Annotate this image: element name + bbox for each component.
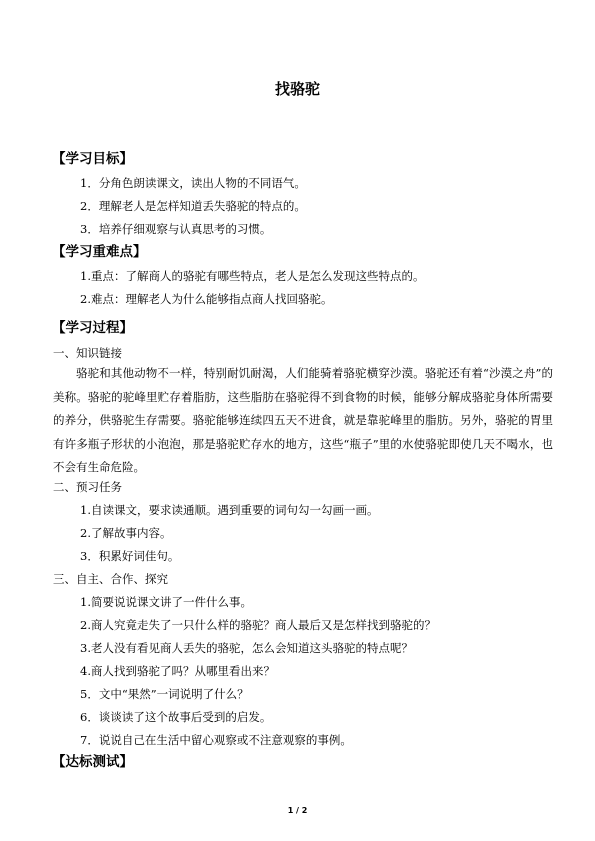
preview-task-item: 3．积累好词佳句。 bbox=[80, 549, 180, 563]
goal-item: 3．培养仔细观察与认真思考的习惯。 bbox=[80, 222, 272, 236]
page-title: 找骆驼 bbox=[274, 80, 320, 98]
section-heading-test: 【达标测试】 bbox=[52, 754, 133, 770]
inquiry-item: 3.老人没有看见商人丢失的骆驼，怎么会知道这头骆驼的特点呢？ bbox=[80, 641, 413, 655]
page-number: 1 / 2 bbox=[287, 806, 308, 815]
inquiry-item: 5．文中“果然”一词说明了什么？ bbox=[80, 687, 249, 701]
key-point-item: 2.难点：理解老人为什么能够指点商人找回骆驼。 bbox=[80, 292, 333, 306]
process-part1-label: 一、知识链接 bbox=[53, 346, 122, 360]
goal-item: 2．理解老人是怎样知道丢失骆驼的特点的。 bbox=[80, 199, 306, 213]
process-part2-label: 二、预习任务 bbox=[53, 480, 122, 494]
preview-task-item: 2.了解故事内容。 bbox=[80, 526, 172, 540]
inquiry-item: 6．谈谈读了这个故事后受到的启发。 bbox=[80, 710, 272, 724]
preview-task-item: 1.自读课文，要求读通顺。遇到重要的词句勾一勾画一画。 bbox=[80, 503, 379, 517]
inquiry-item: 2.商人究竟走失了一只什么样的骆驼？商人最后又是怎样找到骆驼的？ bbox=[80, 618, 436, 632]
section-heading-goals: 【学习目标】 bbox=[52, 151, 133, 167]
knowledge-paragraph: 骆驼和其他动物不一样，特别耐饥耐渴，人们能骑着骆驼横穿沙漠。骆驼还有着“沙漠之舟”的美称。骆驼的驼峰里贮存着脂肪，这些脂肪在骆驼得不到食物的时候，能够分解成骆驼身体所需要的养分，供骆驼生存需要。骆驼能够连续四五天不进食，就是靠驼峰里的脂肪。另外，骆驼的胃里有许多瓶子形状的小泡泡，那是骆驼贮存水的地方，这些“瓶子”里的水使骆驼即使几天不喝水，也不会有生命危险。 bbox=[53, 366, 553, 475]
key-point-item: 1.重点：了解商人的骆驼有哪些特点，老人是怎么发现这些特点的。 bbox=[80, 269, 425, 283]
process-part3-label: 三、自主、合作、探究 bbox=[53, 572, 168, 586]
inquiry-item: 4.商人找到骆驼了吗？从哪里看出来？ bbox=[80, 664, 275, 678]
section-heading-process: 【学习过程】 bbox=[52, 320, 133, 336]
inquiry-item: 1.简要说说课文讲了一件什么事。 bbox=[80, 595, 252, 609]
inquiry-item: 7．说说自己在生活中留心观察或不注意观察的事例。 bbox=[80, 733, 352, 747]
goal-item: 1．分角色朗读课文，读出人物的不同语气。 bbox=[80, 176, 306, 190]
section-heading-key-points: 【学习重难点】 bbox=[52, 244, 147, 260]
